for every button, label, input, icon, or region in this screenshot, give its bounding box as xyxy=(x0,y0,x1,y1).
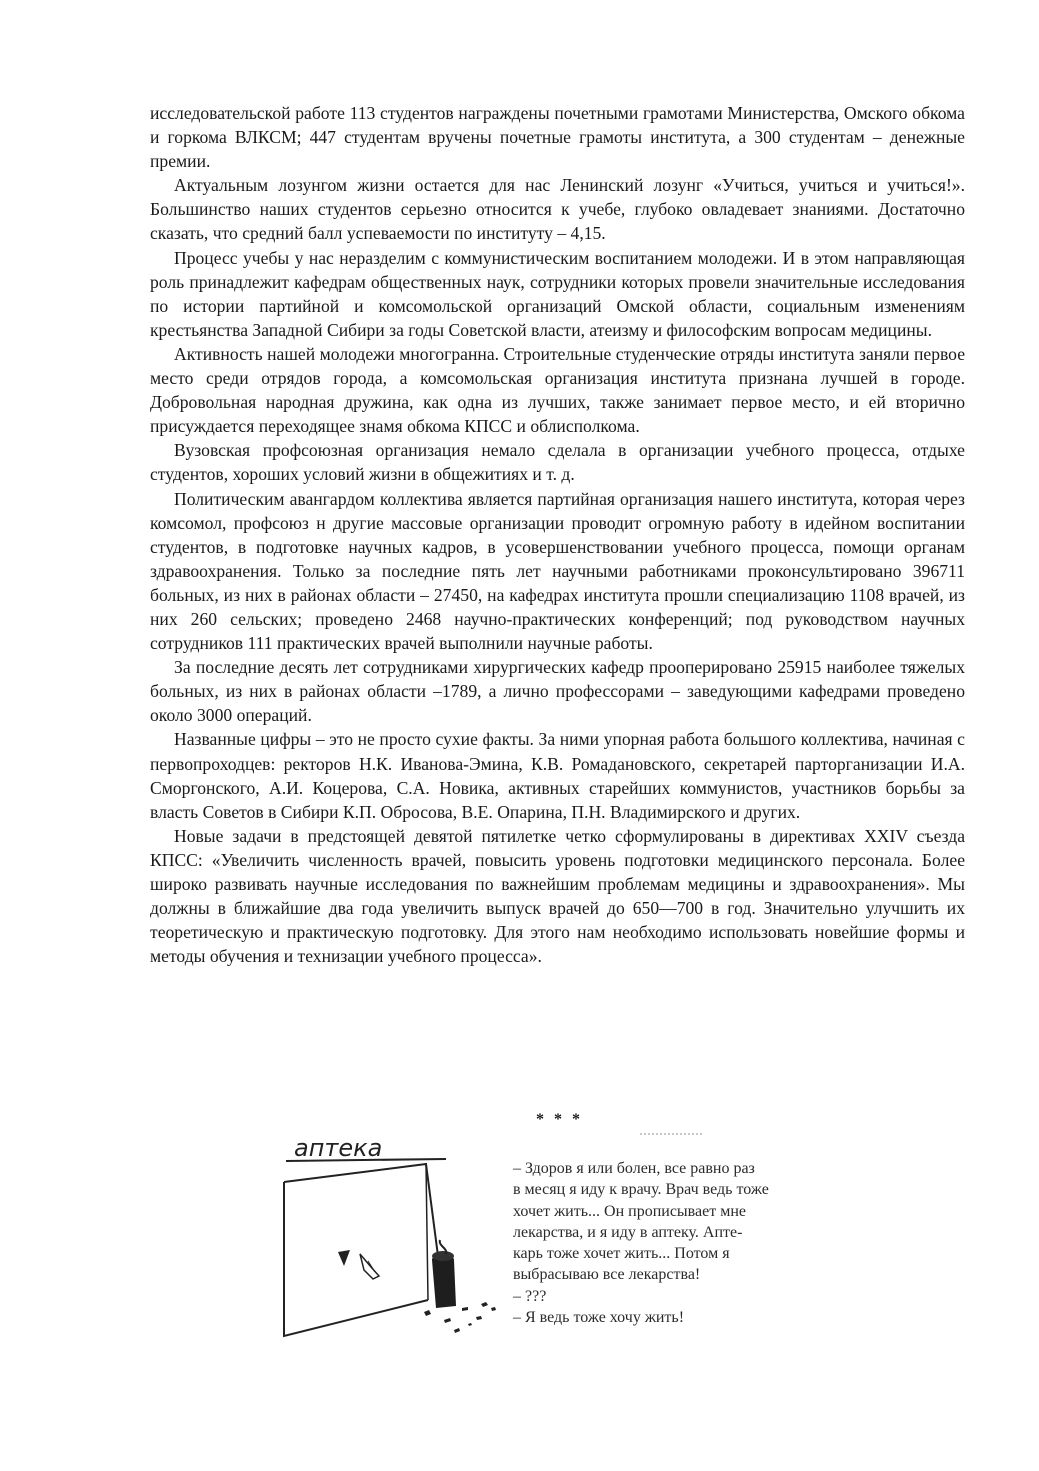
caption-line: в месяц я иду к врачу. Врач ведь тоже xyxy=(513,1181,769,1199)
paragraph: исследовательской работе 113 студентов награждены почетными грамотами Министерства, Омского обкома и горкома ВЛКСМ; 447 студентам вручены почетные грамоты института, а 300 студентам – денежные премии. xyxy=(150,103,965,172)
paragraph: Процесс учебы у нас неразделим с коммунистическим воспитанием молодежи. И в этом направляющая роль принадлежит кафедрам общественных наук, сотрудники которых провели значительные исследования по истории партийной и комсомольской организаций Омской области, социальным изменениям крестьянства Западной Сибири за годы Советской власти, атеизму и философским вопросам медицины. xyxy=(150,247,965,340)
cartoon-caption xyxy=(513,1158,828,1328)
paragraph: Политическим авангардом коллектива является партийная организация нашего института, которая через комсомол, профсоюз н другие массовые организации проводит огромную работу в идейном воспитании студентов, в подготовке научных кадров, в усовершенствовании учебного процесса, помощи органам здравоохранения. Только за последние пять лет научными работниками проконсультировано 396711 больных, из них в районах области – 27450, на кафедрах института прошли специализацию 1108 врачей, из них 260 сельских; проведено 2468 научно-практических конференций; под руководством научных сотрудников 111 практических врачей выполнили научные работы. xyxy=(150,488,965,654)
pharmacy-sign-text: аптека xyxy=(294,1134,383,1162)
caption-line: хочет жить... Он прописывает мне xyxy=(513,1202,747,1220)
scan-artifact xyxy=(640,1133,702,1138)
paragraph: Новые задачи в предстоящей девятой пятилетке четко сформулированы в директивах XXIV съезда КПСС: «Увеличить численность врачей, повысить уровень подготовки медицинского персонала. Более широко развивать научные исследования по важнейшим проблемам медицины и здравоохранения». Мы должны в ближайшие два года увеличить выпуск врачей до 650—700 в год. Значительно улучшить их теоретическую и практическую подготовку. Для этого нам необходимо использовать новейшие формы и методы обучения и технизации учебного процесса». xyxy=(150,825,965,967)
cartoon-drawing xyxy=(276,1124,516,1344)
caption-line: выбрасываю все лекарства! xyxy=(513,1266,701,1284)
section-separator: * * * xyxy=(536,1111,583,1128)
paragraph: Названные цифры – это не просто сухие факты. За ними упорная работа большого коллектива, начиная с первопроходцев: ректоров Н.К. Иванова-Эмина, К.В. Ромадановского, секретарей парторганизации И.А. Сморгонского, А.И. Коцерова, С.А. Новика, активных старейших коммунистов, участников борьбы за власть Советов в Сибири К.П. Обросова, В.Е. Опарина, П.Н. Владимирского и других. xyxy=(150,729,965,822)
caption-line: – Я ведь тоже хочу жить! xyxy=(513,1309,685,1327)
paragraph: За последние десять лет сотрудниками хирургических кафедр прооперировано 25915 наиболее тяжелых больных, из них в районах области –1789, а лично профессорами – заведующими кафедрами проведено около 3000 операций. xyxy=(150,657,965,726)
paragraph: Актуальным лозунгом жизни остается для нас Ленинский лозунг «Учиться, учиться и учиться!». Большинство наших студентов серьезно относится к учебе, глубоко овладевает знаниями. Достаточно сказать, что средний балл успеваемости по институту – 4,15. xyxy=(150,175,965,244)
caption-line: – Здоров я или болен, все равно раз xyxy=(513,1160,755,1177)
caption-line: – ??? xyxy=(513,1287,547,1305)
paragraph: Вузовская профсоюзная организация немало сделала в организации учебного процесса, отдыхе студентов, хороших условий жизни в общежитиях и т. д. xyxy=(150,440,965,485)
pharmacy-cartoon xyxy=(276,1124,516,1344)
caption-line: карь тоже хочет жить... Потом я xyxy=(513,1245,730,1263)
paragraph: Активность нашей молодежи многогранна. Строительные студенческие отряды института заняли первое место среди отрядов города, а комсомольская организация института признана лучшей в городе. Добровольная народная дружина, как одна из лучших, также занимает первое место, и ей вторично присуждается переходящее знамя обкома КПСС и облисполкома. xyxy=(150,343,965,437)
article-body xyxy=(150,101,965,968)
caption-line: лекарства, и я иду в аптеку. Апте- xyxy=(513,1223,743,1241)
